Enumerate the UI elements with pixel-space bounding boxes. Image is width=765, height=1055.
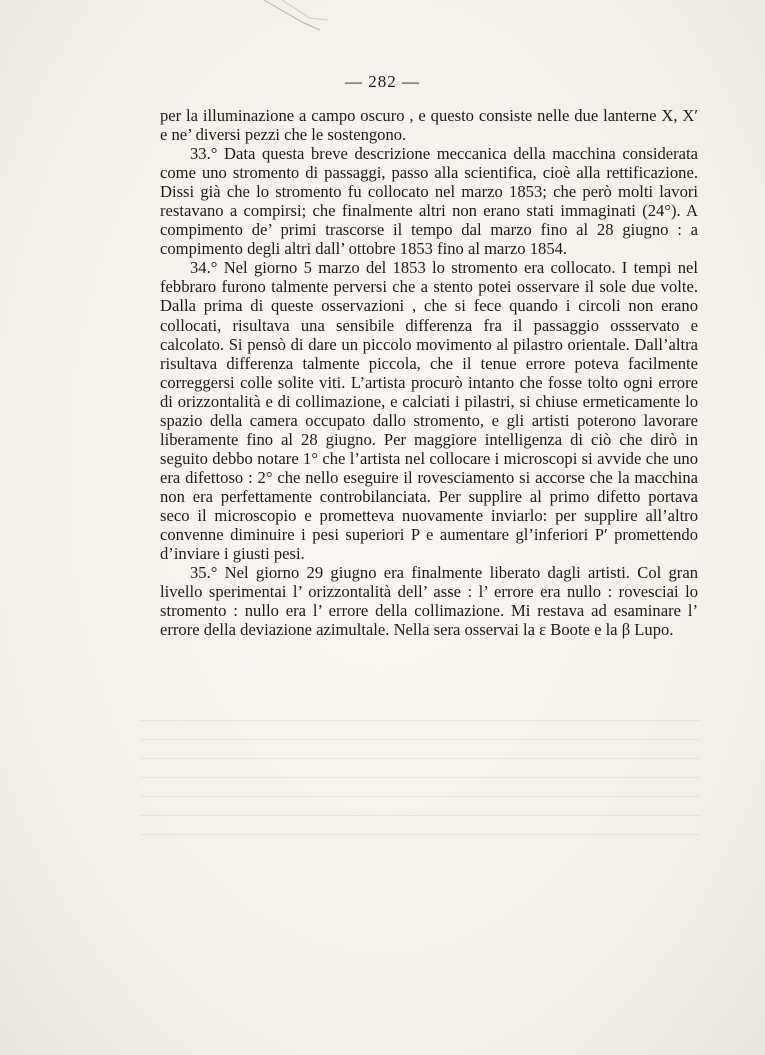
show-through-text [140, 720, 700, 870]
paragraph-34: 34.° Nel giorno 5 marzo del 1853 lo stromento era collocato. I tempi nel febbraro furono talmente perversi che a stento potei osservare il sole due volte. Dalla prima di queste osservazioni , che si fece quando i circoli non erano collocati, risultava una sensibile differenza fra il passaggio ossservato e calcolato. Si pensò di dare un piccolo movimento al pilastro orientale. Dall’altra risultava differenza talmente piccola, che il tenue errore poteva facilmente correggersi colle solite viti. L’artista procurò intanto che fosse tolto ogni errore di orizzontalità e di collimazione, e calciati i pilastri, si chiuse ermeticamente lo spazio della camera occupato dallo stromento, e gli artisti poterono lavorare liberamente fino al 28 giugno. Per maggiore intelligenza di ciò che dirò in seguito debbo notare 1° che l’artista nel collocare i microscopi si avvide che uno era difettoso : 2° che nello eseguire il rovesciamento si accorse che la macchina non era perfettamente controbilanciata. Per supplire al primo difetto portava seco il microscopio e prometteva nuovamente inviarlo: per supplire all’altro convenne diminuire i pesi superiori P e aumentare gl’inferiori P′ promettendo d’inviare i giusti pesi. [160, 258, 698, 564]
body-text [160, 106, 698, 639]
paragraph-35: 35.° Nel giorno 29 giugno era finalmente liberato dagli artisti. Col gran livello sperimentai l’ orizzontalità dell’ asse : l’ errore era nullo : rovesciai lo stromento : nullo era l’ errore della collimazione. Mi restava ad esaminare l’ errore della deviazione azimultale. Nella sera osservai la ε Boote e la β Lupo. [160, 563, 698, 640]
paragraph-33: 33.° Data questa breve descrizione meccanica della macchina considerata come uno stromento di passaggi, passo alla scientifica, cioè alla rettificazione. Dissi già che lo stromento fu collocato nel marzo 1853; che però molti lavori restavano a compirsi; che finalmente altri non erano stati immaginati (24°). A compimento de’ primi trascorse il tempo dal marzo fino al 28 giugno : a compimento degli altri dall’ ottobre 1853 fino al marzo 1854. [160, 144, 698, 259]
page-fold-mark [262, 0, 332, 40]
paragraph-continuation: per la illuminazione a campo oscuro , e questo consiste nelle due lanterne X, X′ e ne’ diversi pezzi che le sostengono. [160, 106, 698, 145]
page-number: — 282 — [345, 72, 420, 91]
